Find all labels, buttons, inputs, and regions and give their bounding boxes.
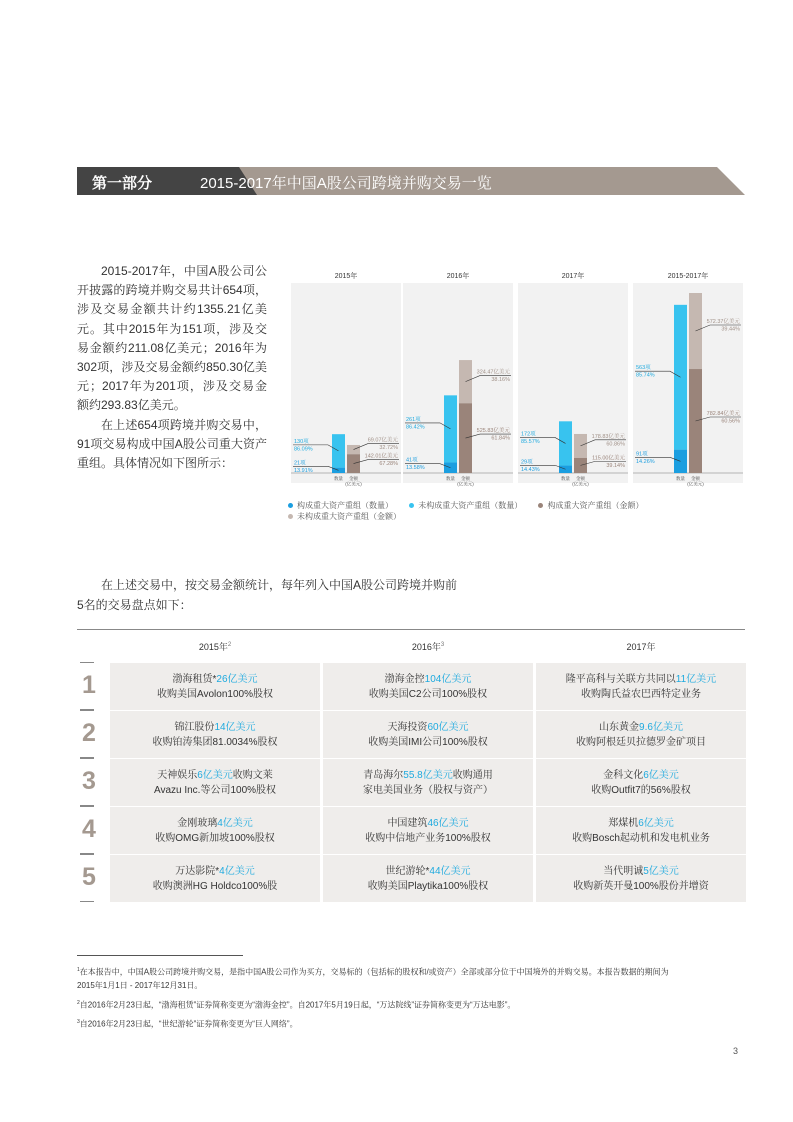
- axis-amount-label-line: (亿美元): [457, 481, 474, 487]
- deal-amount: 26亿美元: [216, 673, 258, 685]
- year-label: 2017年: [626, 642, 656, 652]
- rank-number: 2: [82, 719, 96, 747]
- deal-line-1: [110, 768, 320, 783]
- axis-amount-label-line: (亿美元): [345, 481, 362, 487]
- amount-major-label-pct: 67.28%: [379, 461, 398, 468]
- footnote-1: [77, 964, 677, 992]
- deal-cell: [110, 855, 320, 902]
- deal-line-1: [536, 672, 746, 687]
- intro-text: [77, 262, 267, 473]
- legend-label: 未构成重大资产重组（金额）: [297, 512, 401, 521]
- footnote-ref: 3: [440, 642, 445, 648]
- amount-nonmajor-label-pct: 38.16%: [491, 377, 510, 384]
- count-major-label-value: 29项: [521, 459, 533, 466]
- amount-nonmajor-label-value: 572.37亿美元: [706, 319, 740, 326]
- deal-line-2: 收购美国Avolon100%股权: [157, 688, 273, 700]
- deal-line-2: 收购澳洲HG Holdco100%股: [152, 880, 278, 892]
- deal-cell: [536, 855, 746, 902]
- deal-cell: [110, 711, 320, 758]
- amount-major-label-value: 142.01亿美元: [364, 453, 398, 460]
- deal-cell: [110, 663, 320, 710]
- deal-buyer: 当代明诚: [603, 865, 644, 877]
- deal-amount: 14亿美元: [214, 721, 256, 733]
- legend-item: [538, 501, 643, 510]
- rank-divider: [80, 662, 94, 663]
- top5-intro: [77, 576, 457, 615]
- axis-amount-label-line: 金额: [349, 476, 358, 481]
- legend-item: [288, 501, 393, 510]
- legend-label: 未构成重大资产重组（数量）: [418, 501, 523, 510]
- deal-amount: 6亿美元: [638, 817, 674, 829]
- deal-suffix: 收购通用: [452, 769, 493, 781]
- axis-count-label: 数量: [676, 476, 685, 481]
- count-major-label-pct: 13.91%: [294, 467, 313, 474]
- count-nonmajor-label-value: 261项: [406, 416, 421, 423]
- chart-legend: [288, 500, 748, 522]
- deal-line-1: [323, 672, 533, 687]
- footnote-number: 2: [77, 999, 80, 1006]
- count-nonmajor-label-value: 130项: [294, 438, 309, 445]
- deal-amount: 6亿美元: [643, 769, 679, 781]
- rank-number: 3: [82, 767, 96, 795]
- deal-cell: [323, 807, 533, 854]
- footnote-divider: [77, 955, 243, 956]
- deal-line-1: [536, 768, 746, 783]
- deal-buyer: 山东黄金: [599, 721, 640, 733]
- deal-amount: 60亿美元: [427, 721, 469, 733]
- intro-paragraph-1: 2015-2017年，中国A股公司公开披露的跨境并购交易共计654项，涉及交易金额共计约1355.21亿美元。其中2015年为151项，涉及交易金额约211.08亿美元；2016年为302项，涉及交易金额约850.30亿美元；2017年为201项，涉及交易金额约293.83亿美元。: [77, 264, 267, 413]
- deal-amount: 9.6亿美元: [639, 721, 683, 733]
- footnote-text: 自2016年2月23日起，“世纪游轮”证券简称变更为“巨人网络”。: [79, 1019, 298, 1029]
- count-major-label-pct: 14.26%: [636, 458, 655, 465]
- deal-buyer: 隆平高科与关联方共同以: [565, 673, 676, 685]
- deal-buyer: 渤海金控: [384, 673, 425, 685]
- count-nonmajor-label-value: 563项: [636, 365, 651, 372]
- year-label: 2015年: [198, 642, 228, 652]
- deal-cell: [536, 759, 746, 806]
- rank-divider: [80, 901, 94, 902]
- amount-nonmajor-label-pct: 60.86%: [606, 441, 625, 448]
- deal-line-1: [323, 816, 533, 831]
- deal-line-2: 收购美国Playtika100%股权: [367, 880, 489, 892]
- deal-line-2: 收购美国IMI公司100%股权: [368, 736, 488, 748]
- amount-major-label-value: 525.83亿美元: [476, 428, 510, 435]
- deal-line-2: 收购Bosch起动机和发电机业务: [572, 832, 710, 844]
- deal-line-2: 收购Outfit7的56%股权: [591, 784, 691, 796]
- legend-dot-icon: [409, 503, 414, 508]
- rank-divider: [80, 806, 94, 807]
- amount-major-label-pct: 39.14%: [606, 462, 625, 469]
- rank-number: 4: [82, 815, 96, 843]
- page-number: 3: [733, 1046, 739, 1056]
- deal-buyer: 中国建筑: [387, 817, 428, 829]
- chart-panel: [518, 283, 628, 483]
- deal-line-2: Avazu Inc.等公司100%股权: [153, 784, 277, 796]
- deal-buyer: 金刚玻璃: [177, 817, 218, 829]
- count-nonmajor-label-pct: 86.09%: [294, 446, 313, 453]
- year-header-2017: [536, 640, 746, 653]
- footnote-text: 在本报告中，中国A股公司跨境并购交易，是指中国A股公司作为买方，交易标的（包括标的股权和/或资产）全部或部分位于中国境外的并购交易。本报告数据的期间为2015年1月1日 - 2017年12月31日。: [77, 967, 669, 990]
- amount-major-label-pct: 60.56%: [721, 418, 740, 425]
- deal-line-2: 家电美国业务（股权与资产）: [363, 784, 493, 796]
- deal-cell: [110, 759, 320, 806]
- deal-buyer: 万达影院*: [175, 865, 220, 877]
- deal-line-1: [536, 720, 746, 735]
- deal-amount: 5亿美元: [643, 865, 679, 877]
- year-header-2015: [110, 640, 320, 653]
- amount-major-label-pct: 61.84%: [491, 435, 510, 442]
- year-header-2016: [323, 640, 533, 653]
- deal-suffix: 收购文莱: [232, 769, 273, 781]
- axis-count-label: 数量: [446, 476, 455, 481]
- deal-amount: 6亿美元: [197, 769, 233, 781]
- legend-dot-icon: [538, 503, 543, 508]
- deal-buyer: 天神娱乐: [157, 769, 198, 781]
- amount-nonmajor-label-pct: 32.72%: [379, 445, 398, 452]
- amount-nonmajor-label-pct: 39.44%: [721, 326, 740, 333]
- deal-amount: 44亿美元: [429, 865, 471, 877]
- rank-divider: [80, 854, 94, 855]
- footnote-3: [77, 1016, 677, 1031]
- year-label: 2016年: [411, 642, 441, 652]
- chart-year-label: 2017年: [561, 273, 585, 280]
- amount-major-label-value: 782.84亿美元: [706, 411, 740, 418]
- deal-cell: [536, 663, 746, 710]
- bar-count-nonmajor: [444, 395, 457, 462]
- deal-line-1: [536, 816, 746, 831]
- bar-amount-nonmajor: [459, 360, 472, 403]
- table-top-divider: [77, 629, 745, 630]
- intro-paragraph-2: 在上述654项跨境并购交易中，91项交易构成中国A股公司重大资产重组。具体情况如下图所示：: [77, 417, 267, 471]
- deal-line-1: [323, 768, 533, 783]
- footnote-number: 1: [77, 967, 80, 973]
- amount-major-label-value: 115.00亿美元: [592, 455, 625, 462]
- bar-count-nonmajor: [674, 305, 687, 450]
- deal-buyer: 锦江股份: [174, 721, 215, 733]
- deal-line-2: 收购中信地产业务100%股权: [365, 832, 491, 844]
- deal-line-1: [323, 720, 533, 735]
- footnotes: [77, 964, 677, 1036]
- deal-line-2: 收购阿根廷贝拉德罗金矿项目: [576, 736, 706, 748]
- deal-cell: [323, 855, 533, 902]
- legend-dot-icon: [288, 503, 293, 508]
- deal-buyer: 青岛海尔: [363, 769, 404, 781]
- section-banner: [77, 167, 745, 195]
- count-major-label-value: 41项: [406, 457, 418, 464]
- deal-cell: [536, 711, 746, 758]
- axis-count-label: 数量: [561, 476, 570, 481]
- footnote-ref: 2: [227, 642, 232, 648]
- deal-amount: 46亿美元: [427, 817, 469, 829]
- mna-chart: [286, 258, 746, 518]
- chart-year-label: 2015-2017年: [667, 273, 709, 280]
- axis-count-label: 数量: [334, 476, 343, 481]
- deal-amount: 104亿美元: [424, 673, 472, 685]
- top5-intro-text: 在上述交易中，按交易金额统计，每年列入中国A股公司跨境并购前5名的交易盘点如下：: [77, 578, 458, 612]
- rank-divider: [80, 758, 94, 759]
- deal-buyer: 世纪游轮*: [385, 865, 430, 877]
- deal-amount: 11亿美元: [675, 673, 717, 685]
- chart-panel: [633, 283, 743, 483]
- legend-dot-icon: [288, 514, 293, 519]
- legend-item: [288, 512, 401, 521]
- deal-buyer: 渤海租赁*: [172, 673, 217, 685]
- deal-cell: [323, 711, 533, 758]
- footnote-number: 3: [77, 1019, 80, 1026]
- axis-amount-label-line: 金额: [691, 476, 700, 481]
- deal-line-1: [110, 720, 320, 735]
- deal-line-1: [110, 672, 320, 687]
- count-nonmajor-label-pct: 85.57%: [521, 438, 540, 445]
- count-nonmajor-label-pct: 85.74%: [636, 372, 655, 379]
- deal-buyer: 郑煤机: [608, 817, 639, 829]
- section-title: 2015-2017年中国A股公司跨境并购交易一览: [200, 175, 492, 192]
- axis-amount-label-line: (亿美元): [572, 481, 589, 487]
- legend-label: 构成重大资产重组（数量）: [297, 501, 393, 510]
- rank-number: 1: [82, 671, 96, 699]
- deal-buyer: 金科文化: [603, 769, 644, 781]
- deal-cell: [323, 663, 533, 710]
- chart-year-label: 2015年: [334, 273, 358, 280]
- rank-divider: [80, 710, 94, 711]
- deal-line-2: 收购新英开曼100%股份并增资: [573, 880, 709, 892]
- amount-nonmajor-label-value: 324.47亿美元: [476, 369, 510, 376]
- footnote-text: 自2016年2月23日起，“渤海租赁”证券简称变更为“渤海金控”。自2017年5月19日起，“万达院线”证券简称变更为“万达电影”。: [79, 1000, 516, 1010]
- legend-label: 构成重大资产重组（金额）: [547, 501, 644, 510]
- legend-item: [409, 501, 522, 510]
- count-nonmajor-label-value: 172项: [521, 431, 536, 438]
- deal-cell: [110, 807, 320, 854]
- deal-line-2: 收购陶氏益农巴西特定业务: [581, 688, 701, 700]
- deal-line-1: [323, 864, 533, 879]
- deal-line-1: [110, 864, 320, 879]
- count-major-label-value: 91项: [636, 451, 648, 458]
- amount-nonmajor-label-value: 178.83亿美元: [591, 433, 625, 440]
- count-major-label-value: 21项: [294, 460, 306, 467]
- axis-amount-label-line: (亿美元): [687, 481, 704, 487]
- deal-line-1: [110, 816, 320, 831]
- deal-buyer: 天海投资: [387, 721, 428, 733]
- count-nonmajor-label-pct: 86.42%: [406, 424, 425, 431]
- deal-cell: [323, 759, 533, 806]
- chart-year-label: 2016年: [446, 273, 470, 280]
- part-label: 第一部分: [92, 175, 153, 192]
- axis-amount-label-line: 金额: [576, 476, 585, 481]
- deal-amount: 4亿美元: [219, 865, 255, 877]
- count-major-label-pct: 13.58%: [406, 465, 425, 472]
- deal-line-2: 收购铂涛集团81.0034%股权: [152, 736, 278, 748]
- deal-line-1: [536, 864, 746, 879]
- deal-line-2: 收购美国C2公司100%股权: [368, 688, 488, 700]
- count-major-label-pct: 14.43%: [521, 466, 540, 473]
- axis-amount-label-line: 金额: [461, 476, 470, 481]
- deal-line-2: 收购OMG新加坡100%股权: [155, 832, 275, 844]
- amount-nonmajor-label-value: 69.07亿美元: [367, 437, 398, 444]
- footnote-2: [77, 997, 677, 1012]
- deal-amount: 55.8亿美元: [403, 769, 453, 781]
- deal-amount: 4亿美元: [217, 817, 253, 829]
- bar-count-nonmajor: [332, 434, 345, 467]
- deal-cell: [536, 807, 746, 854]
- rank-number: 5: [82, 863, 96, 891]
